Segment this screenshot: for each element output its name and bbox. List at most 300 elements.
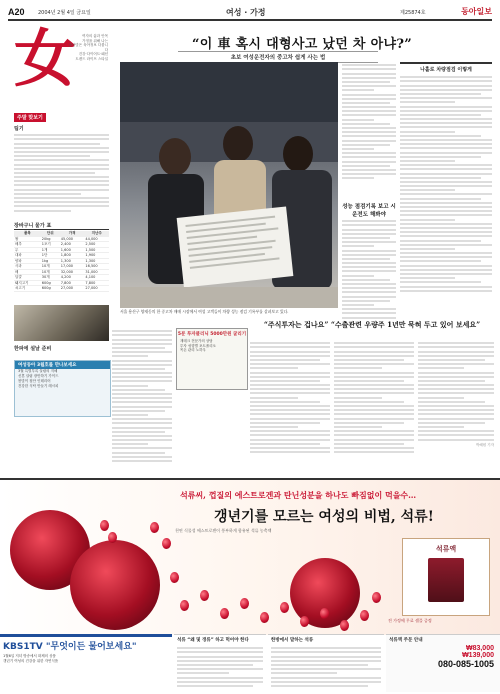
text-line <box>342 106 396 108</box>
text-line <box>342 287 396 289</box>
text-line <box>342 161 396 163</box>
text-line <box>400 114 481 116</box>
text-line <box>271 685 368 687</box>
text-line <box>342 89 374 91</box>
text-line <box>250 401 320 403</box>
promo-row: 신혼 살림 장만하기 가이드 <box>18 374 59 378</box>
text-line <box>418 439 494 441</box>
table-cell: 600g <box>41 280 60 286</box>
text-line <box>112 397 172 399</box>
text-line <box>342 317 396 319</box>
pomegranate-seed <box>280 602 289 613</box>
text-line <box>418 405 494 407</box>
text-line <box>250 409 330 411</box>
second-article-col-a <box>112 328 172 464</box>
text-line <box>250 418 330 420</box>
text-line <box>342 110 396 112</box>
text-line <box>271 656 381 658</box>
section-tag: 주말 맞보기 <box>14 113 46 122</box>
text-line <box>250 430 330 432</box>
text-line <box>250 443 320 445</box>
text-line <box>400 281 481 283</box>
main-photo-caption: 서울 용산구 양재동의 한 중고차 매매 시장에서 여성 고객들이 차량 성능 점검 기록부를 살펴보고 있다. <box>120 309 289 314</box>
text-line <box>334 388 414 390</box>
table-cell: 7,800 <box>60 280 85 286</box>
table-cell: 쌀 <box>14 236 41 242</box>
newspaper-logo: 동아일보 <box>461 7 492 16</box>
text-line <box>271 664 368 666</box>
text-line <box>112 414 148 416</box>
text-line <box>400 227 492 229</box>
ad-column-title: 한방에서 말하는 석류 <box>271 638 314 643</box>
text-line <box>250 447 330 449</box>
text-line <box>177 664 253 666</box>
table-cell: 1,300 <box>84 258 109 264</box>
table-cell: 2,500 <box>84 242 109 248</box>
text-line <box>342 102 390 104</box>
text-line <box>271 681 381 683</box>
text-line <box>250 359 320 361</box>
text-line <box>112 385 148 387</box>
text-line <box>250 439 330 441</box>
ad-column-2 <box>174 634 266 692</box>
kbs-ad-row: 갱년기 여성의 건강을 위한 자연식품 <box>3 658 59 663</box>
text-line <box>342 98 396 100</box>
main-photo <box>120 62 338 308</box>
text-line <box>177 651 263 653</box>
table-cell: 17,000 <box>60 264 85 270</box>
column-body-text <box>14 134 109 211</box>
text-line <box>418 426 464 428</box>
order-phone[interactable]: 080-085-1005 <box>437 659 494 669</box>
text-line <box>334 355 414 357</box>
pomegranate-illustration <box>70 540 160 630</box>
table-cell: 쇠고기 <box>14 286 41 292</box>
tagline-line: 트렌드 라이프 스타일 <box>75 56 108 61</box>
text-line <box>342 165 390 167</box>
text-line <box>112 427 172 429</box>
text-line <box>342 169 396 171</box>
text-line <box>400 164 492 166</box>
clinic-ad-row: 투자 성향별 포트폴리오 <box>180 343 217 348</box>
text-line <box>400 147 492 149</box>
text-line <box>342 77 396 79</box>
text-line <box>250 346 330 348</box>
text-line <box>177 647 263 649</box>
text-line <box>400 286 492 288</box>
text-line <box>400 152 492 154</box>
text-line <box>334 426 382 428</box>
text-line <box>342 156 396 158</box>
tagline-line: 여자의 삶과 안목 <box>82 34 108 38</box>
text-line <box>400 252 492 254</box>
text-line <box>400 265 492 267</box>
section-name: 여성 · 가정 <box>226 8 266 17</box>
text-line <box>418 384 494 386</box>
text-line <box>418 397 464 399</box>
text-line <box>177 672 229 674</box>
table-header-cell: 단위 <box>41 231 60 236</box>
text-line <box>334 409 414 411</box>
text-line <box>400 214 492 216</box>
text-line <box>250 434 330 436</box>
text-line <box>334 346 414 348</box>
pomegranate-seed <box>200 590 209 601</box>
text-line <box>400 97 492 99</box>
table-header-cell: 가격 <box>60 231 85 236</box>
text-line <box>342 283 396 285</box>
text-line <box>400 181 492 183</box>
text-line <box>250 376 330 378</box>
page-header <box>8 7 492 21</box>
text-line <box>400 85 492 87</box>
text-line <box>334 359 404 361</box>
text-line <box>400 273 492 275</box>
text-line <box>271 668 381 670</box>
text-line <box>271 647 381 649</box>
table-cell: 1포기 <box>41 242 60 248</box>
table-cell: 1kg <box>41 258 60 264</box>
product-package <box>428 558 464 602</box>
table-cell: 1,800 <box>60 253 85 259</box>
ad-column-title: 석류 “왜 및 갱류” 하고 먹어야 한다 <box>177 638 249 643</box>
table-cell: 27,000 <box>60 286 85 292</box>
text-line <box>418 392 494 394</box>
text-line <box>342 233 396 235</box>
text-line <box>250 380 320 382</box>
text-line <box>177 677 263 679</box>
text-line <box>112 360 172 362</box>
text-line <box>334 422 404 424</box>
text-line <box>400 122 492 124</box>
pomegranate-seed <box>260 612 269 623</box>
text-line <box>334 392 414 394</box>
text-line <box>400 235 492 237</box>
text-line <box>250 392 330 394</box>
text-line <box>342 123 390 125</box>
clinic-ad-title: 5분 투자클리닉 5000만원 굴리기 <box>177 332 247 337</box>
text-line <box>418 346 494 348</box>
text-line <box>112 406 172 408</box>
text-line <box>112 443 148 445</box>
text-line <box>342 296 396 298</box>
clinic-ad-row: 목돈 관리 노하우 <box>180 348 206 352</box>
price-1: ₩83,000 <box>465 645 494 652</box>
text-line <box>334 367 382 369</box>
left-photo <box>14 305 109 341</box>
table-row <box>14 286 109 292</box>
text-line <box>342 262 396 264</box>
section-masthead-char: 女 <box>14 22 77 95</box>
text-line <box>112 355 148 357</box>
text-line <box>271 672 337 674</box>
text-line <box>400 256 492 258</box>
text-line <box>400 135 481 137</box>
text-line <box>342 64 396 66</box>
text-line <box>112 389 165 391</box>
text-line <box>342 250 396 252</box>
text-line <box>342 258 390 260</box>
text-line <box>112 447 172 449</box>
text-line <box>112 435 172 437</box>
text-line <box>418 434 494 436</box>
text-line <box>342 300 390 302</box>
table-row <box>14 280 109 286</box>
text-line <box>400 248 455 250</box>
text-line <box>400 189 455 191</box>
pomegranate-seed <box>180 600 189 611</box>
text-line <box>342 144 390 146</box>
text-line <box>112 372 172 374</box>
text-line <box>342 177 374 179</box>
text-line <box>400 231 492 233</box>
text-line <box>112 380 172 382</box>
text-line <box>334 384 414 386</box>
text-line <box>250 451 330 453</box>
table-cell: 1,600 <box>60 247 85 253</box>
price-table <box>14 231 109 292</box>
text-line <box>400 89 492 91</box>
text-line <box>334 401 404 403</box>
text-line <box>400 118 492 120</box>
text-line <box>400 240 481 242</box>
product-card <box>402 538 490 616</box>
text-line <box>418 363 494 365</box>
order-box <box>386 634 500 692</box>
text-line <box>250 355 330 357</box>
page-number: A20 <box>8 7 25 17</box>
text-line <box>342 135 396 137</box>
text-line <box>334 351 414 353</box>
table-cell: 대파 <box>14 253 41 259</box>
pomegranate-seed <box>100 520 109 531</box>
main-subhead: 초보 여성운전자의 중고차 쉽게 사는 법 <box>178 51 378 63</box>
text-line <box>334 342 414 344</box>
main-headline: “이 車 혹시 대형사고 났던 차 아냐?” <box>191 37 413 52</box>
text-line <box>342 127 396 129</box>
table-header-cell: 지난주 <box>84 231 109 236</box>
text-line <box>112 401 172 403</box>
text-line <box>112 456 172 458</box>
table-cell: 4,100 <box>84 275 109 281</box>
sidebar-body <box>400 74 492 294</box>
text-line <box>342 266 396 268</box>
text-line <box>342 270 396 272</box>
text-line <box>400 76 492 78</box>
text-line <box>418 409 494 411</box>
text-line <box>250 342 330 344</box>
table-cell: 돼지고기 <box>14 280 41 286</box>
pomegranate-ad <box>0 478 500 635</box>
table-cell: 45,000 <box>60 236 85 242</box>
text-line <box>342 312 396 314</box>
text-line <box>400 160 455 162</box>
tagline-line: 출산맞은 육아정보 다룹니다 <box>68 43 108 52</box>
text-line <box>250 422 320 424</box>
text-line <box>112 334 172 336</box>
text-line <box>342 173 396 175</box>
text-line <box>250 388 330 390</box>
kbs-ad-row: 1월6일 저녁 방송에서 화제의 상품 <box>3 654 56 658</box>
text-line <box>177 681 263 683</box>
text-line <box>400 210 492 212</box>
table-cell: 1개 <box>41 247 60 253</box>
text-line <box>400 290 492 292</box>
text-line <box>342 119 374 121</box>
pomegranate-seed <box>300 616 309 627</box>
text-line <box>342 148 374 150</box>
table-cell: 양파 <box>14 258 41 264</box>
table-cell: 20kg <box>41 236 60 242</box>
text-line <box>400 143 492 145</box>
text-line <box>342 291 396 293</box>
text-line <box>342 140 396 142</box>
text-line <box>418 413 494 415</box>
text-line <box>400 101 455 103</box>
ad-column-3 <box>268 634 384 692</box>
text-line <box>400 198 481 200</box>
tagline-line: 가정을 위해 나는 <box>82 38 108 43</box>
text-line <box>271 651 381 653</box>
text-line <box>112 339 172 341</box>
text-line <box>250 351 330 353</box>
table-cell: 30개 <box>41 275 60 281</box>
text-line <box>342 279 390 281</box>
text-line <box>271 660 381 662</box>
second-article-col-d <box>418 340 494 448</box>
table-cell: 1,500 <box>84 247 109 253</box>
table-cell: 16,500 <box>84 264 109 270</box>
text-line <box>342 237 390 239</box>
text-line <box>112 452 165 454</box>
promo-row: 3월 특별부록 살림의 지혜 <box>18 369 58 373</box>
left-photo-title: 한파에 설날 준비 <box>14 346 52 352</box>
pomegranate-seed <box>340 620 349 631</box>
text-line <box>418 422 485 424</box>
table-cell: 600g <box>41 286 60 292</box>
article-box <box>342 200 396 321</box>
pomegranate-seed <box>360 610 369 621</box>
text-line <box>112 422 172 424</box>
text-line <box>250 426 298 428</box>
table-cell: 1단 <box>41 253 60 259</box>
text-line <box>334 430 414 432</box>
text-line <box>250 367 298 369</box>
table-cell: 무 <box>14 247 41 253</box>
text-line <box>400 93 481 95</box>
text-line <box>418 342 494 344</box>
text-line <box>342 245 374 247</box>
text-line <box>400 244 492 246</box>
table-cell: 2,400 <box>60 242 85 248</box>
pomegranate-seed <box>372 592 381 603</box>
text-line <box>400 193 492 195</box>
text-line <box>400 177 481 179</box>
table-cell: 배추 <box>14 242 41 248</box>
text-line <box>418 388 494 390</box>
table-cell: 44,000 <box>84 236 109 242</box>
text-line <box>400 139 492 141</box>
text-line <box>418 351 494 353</box>
text-line <box>400 173 492 175</box>
text-line <box>400 110 492 112</box>
text-line <box>250 384 330 386</box>
table-cell: 32,000 <box>60 269 85 275</box>
text-line <box>418 367 464 369</box>
promo-row: 봄맞이 집안 인테리어 <box>18 379 51 383</box>
text-line <box>112 343 172 345</box>
photo-people-illustration <box>120 62 338 308</box>
text-line <box>250 372 330 374</box>
text-line <box>342 94 396 96</box>
table-cell: 31,000 <box>84 269 109 275</box>
text-line <box>112 431 165 433</box>
table-cell: 사과 <box>14 264 41 270</box>
text-line <box>250 405 330 407</box>
text-line <box>342 131 396 133</box>
table-cell: 달걀 <box>14 275 41 281</box>
price-table-title: 장바구니 물가 표 <box>14 222 109 230</box>
text-line <box>334 363 414 365</box>
text-line <box>334 439 414 441</box>
text-line <box>418 355 494 357</box>
text-line <box>342 81 390 83</box>
text-line <box>400 206 492 208</box>
second-article-col-c <box>334 340 414 455</box>
text-line <box>400 131 455 133</box>
text-line <box>177 660 263 662</box>
text-line <box>342 229 396 231</box>
text-line <box>418 401 485 403</box>
text-line <box>334 397 382 399</box>
table-cell: 1,300 <box>60 258 85 264</box>
text-line <box>342 73 396 75</box>
promo-row: 건강한 식탁 만들기 레시피 <box>18 384 59 388</box>
text-line <box>400 168 492 170</box>
pomegranate-seed <box>162 538 171 549</box>
price-table-block <box>14 222 109 292</box>
pomegranate-seed <box>240 598 249 609</box>
text-line <box>400 223 492 225</box>
text-line <box>334 443 404 445</box>
sidebar-title: 나홀로 차량점검 이렇게 <box>400 62 492 73</box>
article-box-head: 성능 점검기록 보고 시운전도 해봐야 <box>342 204 396 218</box>
table-cell: 10개 <box>41 264 60 270</box>
text-line <box>400 80 492 82</box>
text-line <box>112 351 172 353</box>
text-line <box>250 397 298 399</box>
text-line <box>112 364 172 366</box>
pomegranate-seed <box>320 608 329 619</box>
text-line <box>271 677 381 679</box>
ad-subline: 천연 식물성 에스트로겐이 풍부하게 함유된 석류 농축액 <box>175 528 272 533</box>
text-line <box>418 380 485 382</box>
text-line <box>177 656 263 658</box>
issue-date: 2004년 2월 4일 금요일 <box>38 10 91 16</box>
text-line <box>418 376 494 378</box>
kbs-ad <box>0 634 172 694</box>
text-line <box>112 368 165 370</box>
table-cell: 10개 <box>41 269 60 275</box>
text-line <box>334 418 414 420</box>
tagline-line: 건강·다이어트·패션 <box>78 52 108 56</box>
text-line <box>177 685 253 687</box>
ad-headline: 갱년기를 모르는 여성의 비법, 석류! <box>214 509 434 525</box>
text-line <box>250 413 330 415</box>
text-line <box>334 434 414 436</box>
text-line <box>334 405 414 407</box>
pomegranate-seed <box>220 608 229 619</box>
